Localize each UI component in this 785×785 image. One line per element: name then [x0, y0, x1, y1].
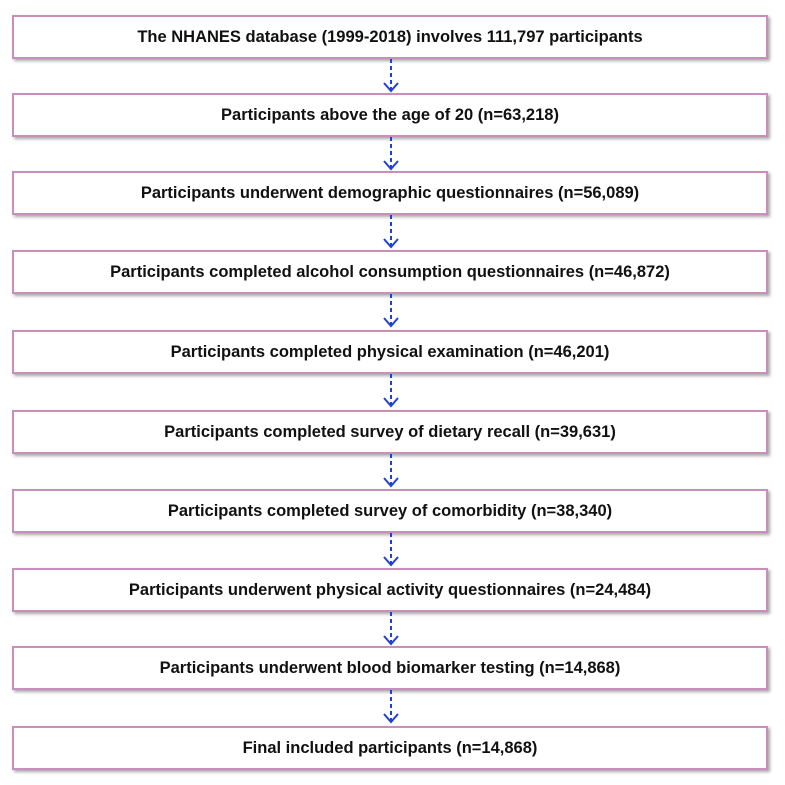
flow-step-2 [12, 93, 768, 137]
flow-step-label: Participants completed physical examination (n=46,201) [170, 342, 610, 361]
dashed-down-arrow-icon [381, 612, 401, 648]
flow-step-4 [12, 250, 768, 294]
flow-step-label: Participants completed survey of dietary recall (n=39,631) [164, 422, 616, 441]
flow-step-5 [12, 330, 768, 374]
flow-step-label: Final included participants (n=14,868) [242, 738, 538, 757]
flow-step-label: The NHANES database (1999-2018) involves 111,797 participants [137, 27, 643, 46]
flow-step-6 [12, 410, 768, 454]
flow-step-1 [12, 15, 768, 59]
dashed-down-arrow-icon [381, 690, 401, 726]
flow-step-label: Participants underwent physical activity questionnaires (n=24,484) [128, 580, 652, 599]
flow-step-label: Participants underwent blood biomarker testing (n=14,868) [159, 658, 621, 677]
dashed-down-arrow-icon [381, 215, 401, 251]
flow-step-10 [12, 726, 768, 770]
flow-step-label: Participants completed survey of comorbidity (n=38,340) [167, 501, 613, 520]
flow-step-label: Participants completed alcohol consumption questionnaires (n=46,872) [110, 262, 670, 281]
dashed-down-arrow-icon [381, 454, 401, 490]
flow-step-label: Participants above the age of 20 (n=63,218) [221, 105, 559, 124]
flow-step-7 [12, 489, 768, 533]
dashed-down-arrow-icon [381, 374, 401, 410]
flow-step-9 [12, 646, 768, 690]
dashed-down-arrow-icon [381, 137, 401, 173]
dashed-down-arrow-icon [381, 294, 401, 330]
dashed-down-arrow-icon [381, 59, 401, 95]
flow-step-3 [12, 171, 768, 215]
dashed-down-arrow-icon [381, 533, 401, 569]
flow-step-label: Participants underwent demographic questionnaires (n=56,089) [140, 183, 640, 202]
flow-step-8 [12, 568, 768, 612]
